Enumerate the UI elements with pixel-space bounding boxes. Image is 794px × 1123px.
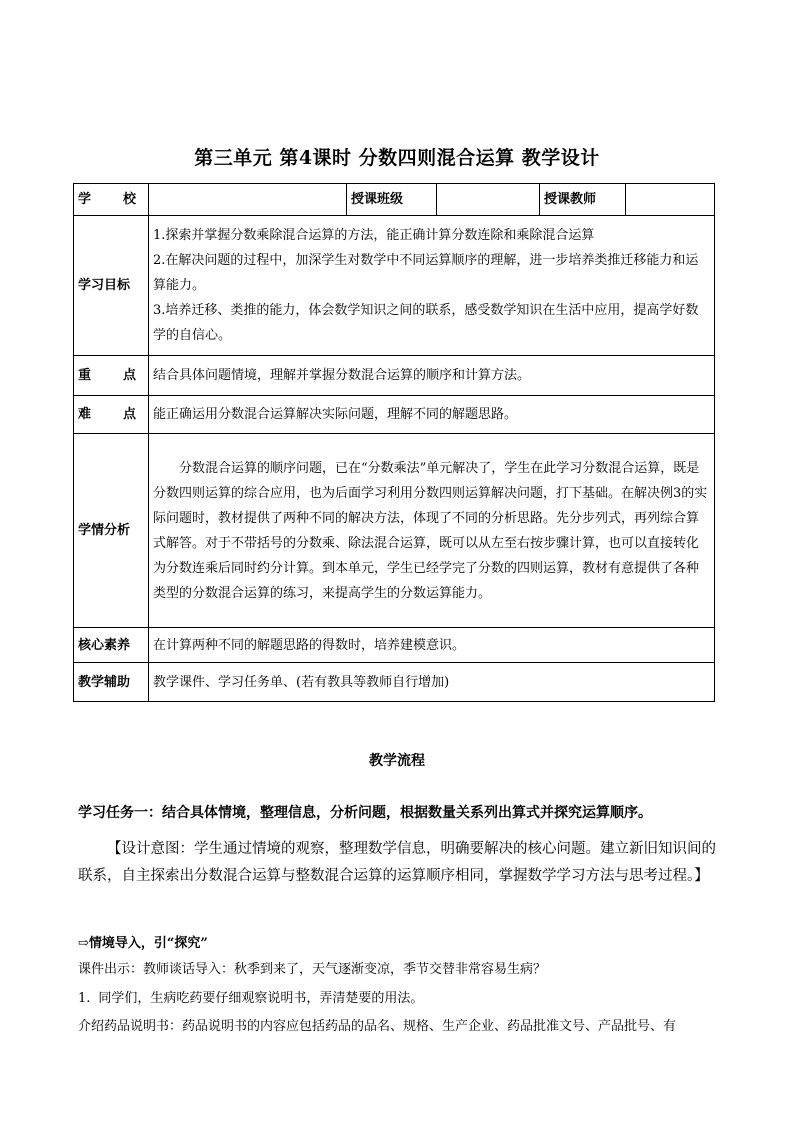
page-title: 第三单元 第4课时 分数四则混合运算 教学设计 <box>194 147 600 169</box>
flow-heading: 教学流程 <box>369 753 425 769</box>
table-row <box>74 396 715 434</box>
difficulty-label: 难 点 <box>74 396 149 434</box>
table-row <box>74 216 715 356</box>
teacher-value <box>626 184 715 216</box>
lesson-info-table <box>73 183 715 702</box>
table-row <box>74 434 715 628</box>
class-value <box>437 184 540 216</box>
objective-item: 2.在解决问题的过程中，加深学生对数学中不同运算顺序的理解，进一步培养类推迁移能力和运算能力。 <box>153 253 699 293</box>
analysis-text: 分数混合运算的顺序问题，已在“分数乘法”单元解决了，学生在此学习分数混合运算，既是分数四则运算的综合应用，也为后面学习利用分数四则运算解决问题，打下基础。在解决例3的实际问题时，教材提供了两种不同的解决方法，体现了不同的分析思路。先分步列式，再列综合算式解答。对于不带括号的分数乘、除法混合运算，既可以从左至右按步骤计算，也可以直接转化为分数连乘后同时约分计算。到本单元，学生已经学完了分数的四则运算，教材有意提供了各种类型的分数混合运算的练习，来提高学生的分数运算能力。 <box>153 460 708 601</box>
literacy-value: 在计算两种不同的解题思路的得数时，培养建模意识。 <box>149 628 715 663</box>
table-row <box>74 663 715 702</box>
objectives-label: 学习目标 <box>74 216 149 356</box>
analysis-label: 学情分析 <box>74 434 149 628</box>
medicine-text: 介绍药品说明书：药品说明书的内容应包括药品的品名、规格、生产企业、药品批准文号、产品批号、有 <box>78 1019 677 1034</box>
objectives-cell <box>149 216 715 356</box>
school-label: 学 校 <box>74 184 149 216</box>
objective-item: 1.探索并掌握分数乘除混合运算的方法，能正确计算分数连除和乘除混合运算 <box>153 228 595 243</box>
table-row <box>74 184 715 216</box>
design-intent: 【设计意图：学生通过情境的观察，整理数学信息，明确要解决的核心问题。建立新旧知识间的联系，自主探索出分数混合运算与整数混合运算的运算顺序相同，掌握数学学习方法与思考过程。】 <box>78 841 716 884</box>
table-row <box>74 628 715 663</box>
list-item <box>78 987 718 1006</box>
courseware-text: 课件出示：教师谈话导入：秋季到来了，天气逐渐变凉，季节交替非常容易生病？ <box>78 962 547 977</box>
subheading: ⇨情境导入，引“探究” <box>78 936 208 951</box>
table-row <box>74 356 715 396</box>
item-text: 同学们，生病吃药要仔细观察说明书，弄清楚要的用法。 <box>98 991 424 1006</box>
key-value: 结合具体问题情境，理解并掌握分数混合运算的顺序和计算方法。 <box>149 356 715 396</box>
analysis-cell <box>149 434 715 628</box>
key-label: 重 点 <box>74 356 149 396</box>
difficulty-value: 能正确运用分数混合运算解决实际问题，理解不同的解题思路。 <box>149 396 715 434</box>
objective-item: 3.培养迁移、类推的能力，体会数学知识之间的联系，感受数学知识在生活中应用，提高学好数学的自信心。 <box>153 303 699 343</box>
task-heading: 学习任务一：结合具体情境，整理信息，分析问题，根据数量关系列出算式并探究运算顺序。 <box>78 805 652 821</box>
aids-value: 教学课件、学习任务单、(若有教具等教师自行增加) <box>149 663 715 702</box>
aids-label: 教学辅助 <box>74 663 149 702</box>
literacy-label: 核心素养 <box>74 628 149 663</box>
school-value <box>149 184 347 216</box>
teacher-label: 授课教师 <box>540 184 626 216</box>
item-number: 1. <box>78 991 91 1006</box>
class-label: 授课班级 <box>347 184 437 216</box>
